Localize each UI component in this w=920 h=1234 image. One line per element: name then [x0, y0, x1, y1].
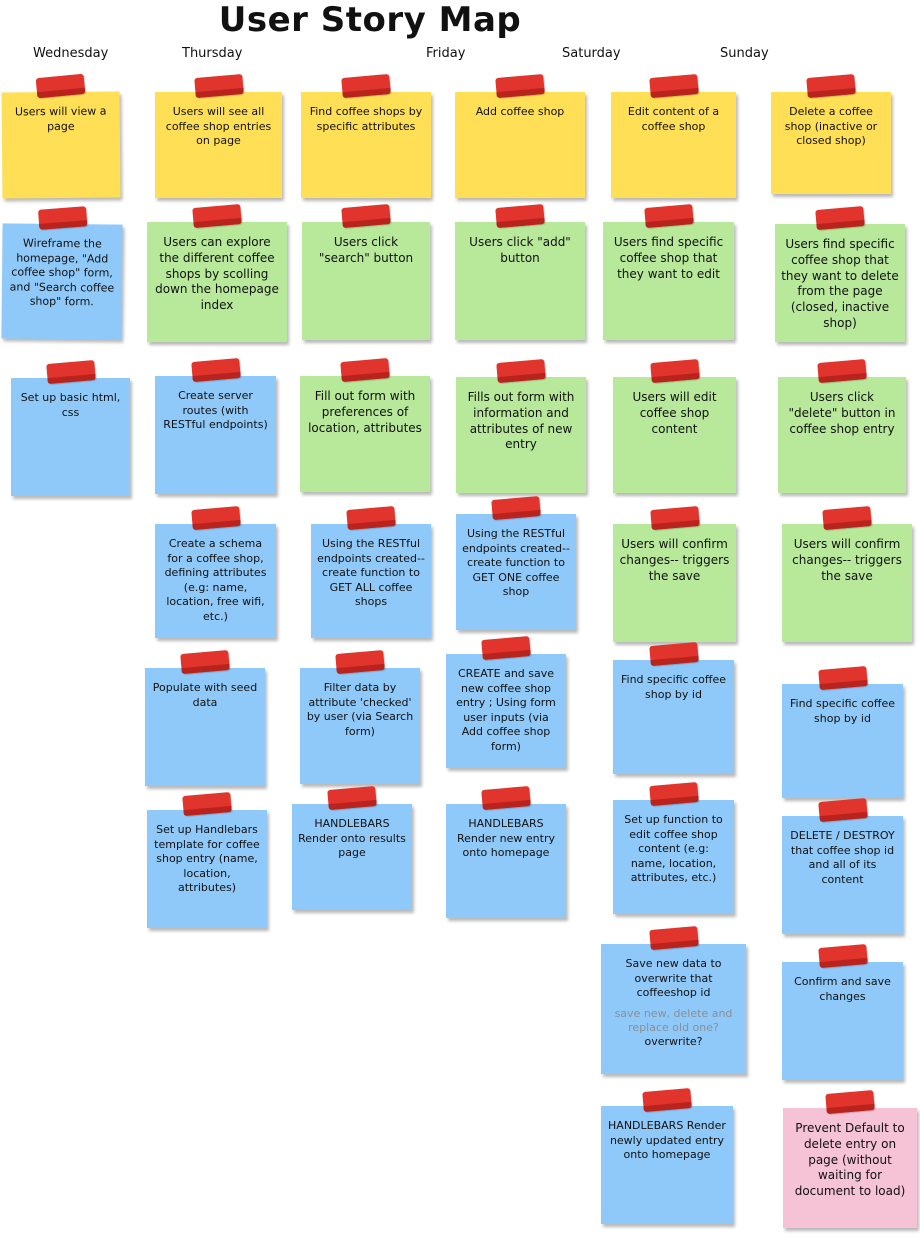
sticky-note[interactable] — [455, 222, 585, 340]
note-text: DELETE / DESTROY that coffee shop id and all of its content — [790, 829, 895, 886]
tape-decoration — [818, 944, 868, 968]
note-text: Users will confirm changes-- triggers the save — [792, 537, 902, 583]
tape-decoration — [650, 506, 700, 530]
day-header-thursday: Thursday — [182, 46, 243, 61]
note-text: HANDLEBARS Render onto results page — [298, 817, 406, 860]
sticky-note[interactable] — [456, 377, 586, 493]
sticky-note[interactable] — [771, 92, 891, 194]
sticky-note[interactable] — [147, 222, 287, 342]
sticky-note[interactable] — [292, 804, 412, 910]
sticky-note[interactable] — [601, 944, 746, 1074]
note-text: Using the RESTful endpoints created-- create function to GET ONE coffee shop — [462, 527, 570, 599]
tape-decoration — [818, 666, 868, 690]
sticky-note[interactable] — [613, 524, 736, 642]
note-text: Fill out form with preferences of location, attributes — [308, 389, 422, 435]
sticky-note[interactable] — [782, 816, 903, 934]
sticky-note[interactable] — [147, 810, 267, 928]
tape-decoration — [649, 926, 699, 950]
tape-decoration — [36, 74, 86, 99]
note-text: Set up basic html, css — [20, 391, 121, 419]
sticky-note[interactable] — [456, 514, 576, 630]
note-text: Users will view a page — [14, 104, 107, 133]
tape-decoration — [340, 358, 390, 382]
day-header-friday: Friday — [426, 46, 466, 61]
sticky-note[interactable] — [446, 654, 566, 768]
tape-decoration — [180, 650, 230, 674]
tape-decoration — [642, 1088, 692, 1112]
note-text: Find specific coffee shop by id — [790, 697, 895, 725]
note-text: Users click "delete" button in coffee shop entry — [788, 390, 896, 436]
tape-decoration — [822, 506, 872, 530]
tape-decoration — [38, 206, 87, 230]
tape-decoration — [649, 74, 699, 98]
note-text: Populate with seed data — [152, 681, 258, 709]
note-text: Users find specific coffee shop that they want to edit — [613, 235, 724, 281]
note-text: Set up Handlebars template for coffee shop entry (name, location, attributes) — [154, 823, 260, 895]
sticky-note[interactable] — [155, 376, 276, 494]
sticky-note[interactable] — [155, 524, 276, 638]
sticky-note[interactable] — [11, 378, 130, 496]
sticky-note[interactable] — [300, 376, 430, 492]
sticky-note[interactable] — [601, 1106, 733, 1224]
tape-decoration — [191, 506, 241, 530]
note-text: Users will edit coffee shop content — [632, 390, 717, 436]
tape-decoration — [481, 636, 531, 660]
note-text: Save new data to overwrite that coffeeshop id — [625, 957, 722, 1000]
tape-decoration — [817, 359, 867, 383]
sticky-note[interactable] — [782, 962, 903, 1080]
note-text: Users will confirm changes-- triggers the save — [619, 537, 730, 583]
note-text: Users click "add" button — [469, 235, 571, 265]
note-text: Find specific coffee shop by id — [621, 673, 726, 701]
note-text: HANDLEBARS Render new entry onto homepage — [457, 817, 555, 860]
tape-decoration — [649, 642, 699, 666]
note-text: Edit content of a coffee shop — [627, 105, 720, 133]
sticky-note[interactable] — [311, 524, 431, 638]
note-text: Filter data by attribute 'checked' by user (via Search form) — [306, 681, 414, 738]
tape-decoration — [825, 1090, 875, 1114]
sticky-note[interactable] — [603, 222, 734, 340]
note-text: Users find specific coffee shop that they want to delete from the page (closed, inactive shop) — [781, 237, 899, 331]
note-text: Prevent Default to delete entry on page (without waiting for document to load) — [794, 1121, 906, 1199]
day-header-sunday: Sunday — [720, 46, 769, 61]
sticky-note[interactable] — [1, 223, 122, 339]
sticky-note[interactable] — [778, 377, 906, 493]
note-text: HANDLEBARS Render newly updated entry onto homepage — [608, 1119, 726, 1162]
tape-decoration — [346, 506, 396, 530]
note-text: Using the RESTful endpoints created-- create function to GET ALL coffee shops — [317, 537, 425, 609]
sticky-note[interactable] — [302, 222, 430, 340]
sticky-note[interactable] — [145, 668, 265, 786]
note-text: Users will see all coffee shop entries on page — [165, 105, 272, 148]
note-text: Users can explore the different coffee shops by scolling down the homepage index — [155, 235, 279, 313]
sticky-note[interactable] — [446, 804, 566, 918]
tape-decoration — [481, 786, 531, 810]
tape-decoration — [335, 650, 385, 674]
tape-decoration — [191, 358, 241, 382]
sticky-note[interactable] — [455, 92, 585, 198]
note-text: Fills out form with information and attributes of new entry — [467, 390, 575, 452]
sticky-note[interactable] — [300, 668, 420, 784]
sticky-note[interactable] — [613, 377, 736, 493]
note-text: Confirm and save changes — [794, 975, 891, 1003]
sticky-note[interactable] — [782, 524, 912, 642]
tape-decoration — [194, 74, 244, 98]
note-annotation-2: overwrite? — [644, 1035, 703, 1049]
note-text: Find coffee shops by specific attributes — [309, 105, 423, 133]
note-text: Set up function to edit coffee shop content (e.g: name, location, attributes, etc.) — [624, 813, 723, 885]
tape-decoration — [192, 204, 242, 228]
note-annotation: save new, delete and replace old one? — [614, 1006, 733, 1034]
tape-decoration — [341, 74, 391, 98]
sticky-note[interactable] — [613, 660, 734, 774]
tape-decoration — [818, 798, 868, 822]
sticky-note[interactable] — [783, 1108, 917, 1228]
tape-decoration — [495, 74, 545, 98]
note-text: Delete a coffee shop (inactive or closed shop) — [784, 105, 878, 148]
sticky-note[interactable] — [155, 92, 282, 198]
tape-decoration — [46, 360, 96, 384]
sticky-note[interactable] — [301, 92, 431, 198]
tape-decoration — [182, 792, 232, 816]
sticky-note[interactable] — [775, 224, 905, 342]
note-text: Add coffee shop — [475, 105, 565, 118]
tape-decoration — [815, 206, 865, 230]
sticky-note[interactable] — [613, 800, 734, 914]
note-text: Wireframe the homepage, "Add coffee shop" form, and "Search coffee shop" form. — [9, 236, 115, 309]
tape-decoration — [327, 786, 377, 810]
tape-decoration — [495, 204, 545, 228]
tape-decoration — [806, 74, 856, 98]
day-header-saturday: Saturday — [562, 46, 621, 61]
tape-decoration — [496, 359, 546, 383]
note-text: CREATE and save new coffee shop entry ; Using form user inputs (via Add coffee shop form) — [456, 667, 556, 753]
note-text: Create server routes (with RESTful endpoints) — [163, 389, 268, 432]
tape-decoration — [649, 782, 699, 806]
sticky-note[interactable] — [782, 684, 903, 798]
sticky-note[interactable] — [611, 92, 736, 198]
sticky-note[interactable] — [2, 91, 121, 198]
day-header-wednesday: Wednesday — [33, 46, 109, 61]
tape-decoration — [650, 359, 700, 383]
note-text: Create a schema for a coffee shop, defining attributes (e.g: name, location, free wifi, etc.) — [164, 537, 267, 623]
note-text: Users click "search" button — [318, 235, 414, 265]
tape-decoration — [644, 204, 694, 228]
tape-decoration — [341, 204, 391, 228]
tape-decoration — [491, 496, 541, 520]
page-title: User Story Map — [218, 0, 522, 40]
